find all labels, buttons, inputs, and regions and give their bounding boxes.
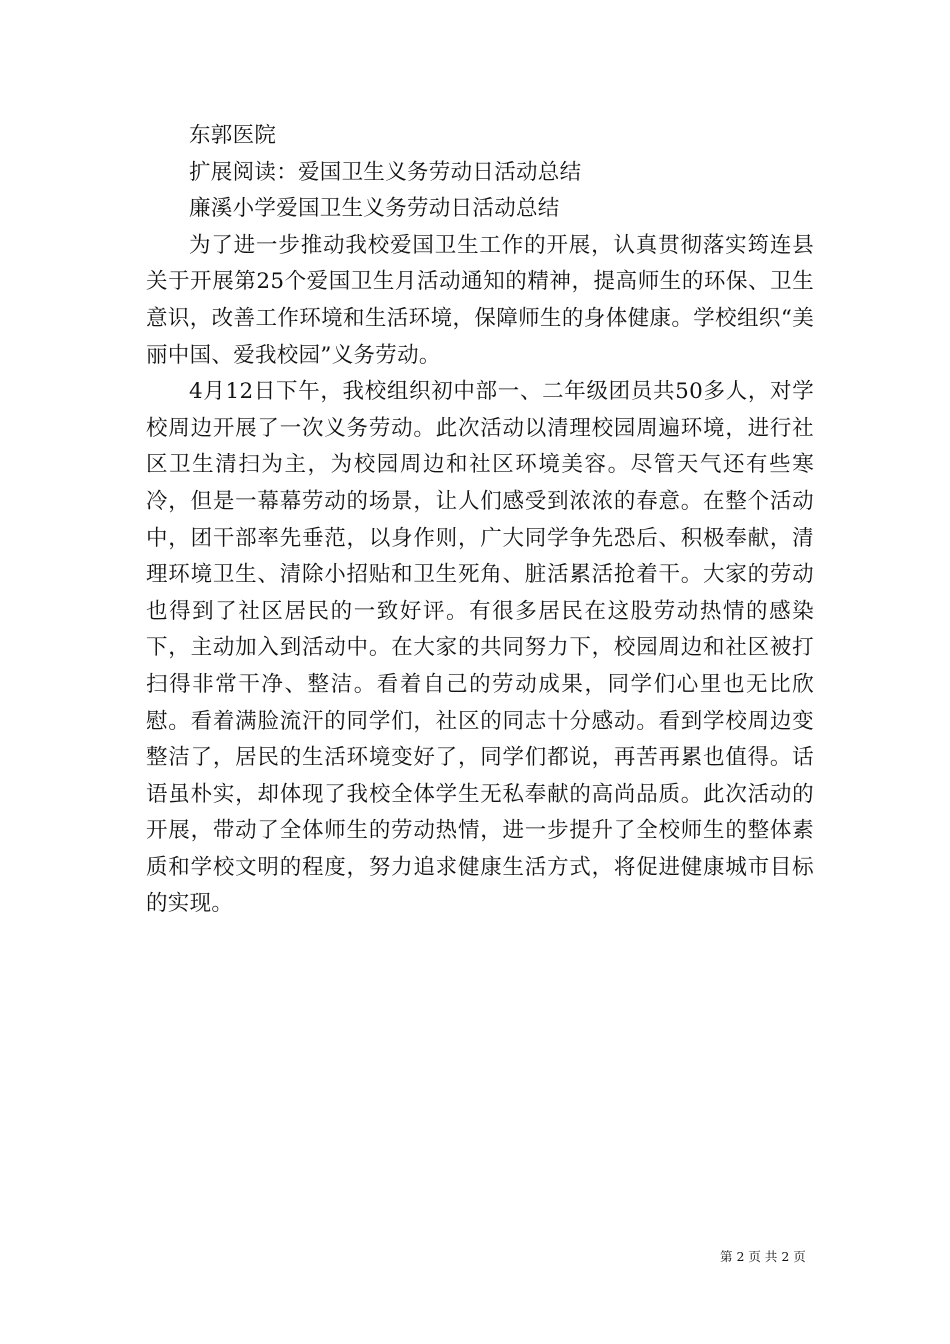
paragraph-activity: 4月12日下午，我校组织初中部一、二年级团员共50多人，对学校周边开展了一次义务劳动。此次活动以清理校园周遍环境，进行社区卫生清扫为主，为校园周边和社区环境美容。尽管天气还有些寒冷，但是一幕幕劳动的场景，让人们感受到浓浓的春意。在整个活动中，团干部率先垂范，以身作则，广大同学争先恐后、积极奉献，清理环境卫生、清除小招贴和卫生死角、脏活累活抢着干。大家的劳动也得到了社区居民的一致好评。有很多居民在这股劳动热情的感染下，主动加入到活动中。在大家的共同努力下，校园周边和社区被打扫得非常干净、整洁。看着自己的劳动成果，同学们心里也无比欣慰。看着满脸流汗的同学们，社区的同志十分感动。看到学校周边变整洁了，居民的生活环境变好了，同学们都说，再苦再累也值得。话语虽朴实，却体现了我校全体学生无私奉献的高尚品质。此次活动的开展，带动了全体师生的劳动热情，进一步提升了全校师生的整体素质和学校文明的程度，努力追求健康生活方式，将促进健康城市目标的实现。 [146,379,814,917]
paragraph-intro: 为了进一步推动我校爱国卫生工作的开展，认真贯彻落实筠连县关于开展第25个爱国卫生月活动通知的精神，提高师生的环保、卫生意识，改善工作环境和生活环境，保障师生的身体健康。学校组织“美丽中国、爱我校园”义务劳动。 [146,232,814,368]
text-line-extended-reading: 扩展阅读：爱国卫生义务劳动日活动总结 [189,159,582,185]
page-number: 第 2 页 共 2 页 [720,1249,806,1264]
text-line-hospital: 东郭医院 [189,123,277,148]
document-body [146,118,814,923]
document-title: 廉溪小学爱国卫生义务劳动日活动总结 [189,196,560,222]
